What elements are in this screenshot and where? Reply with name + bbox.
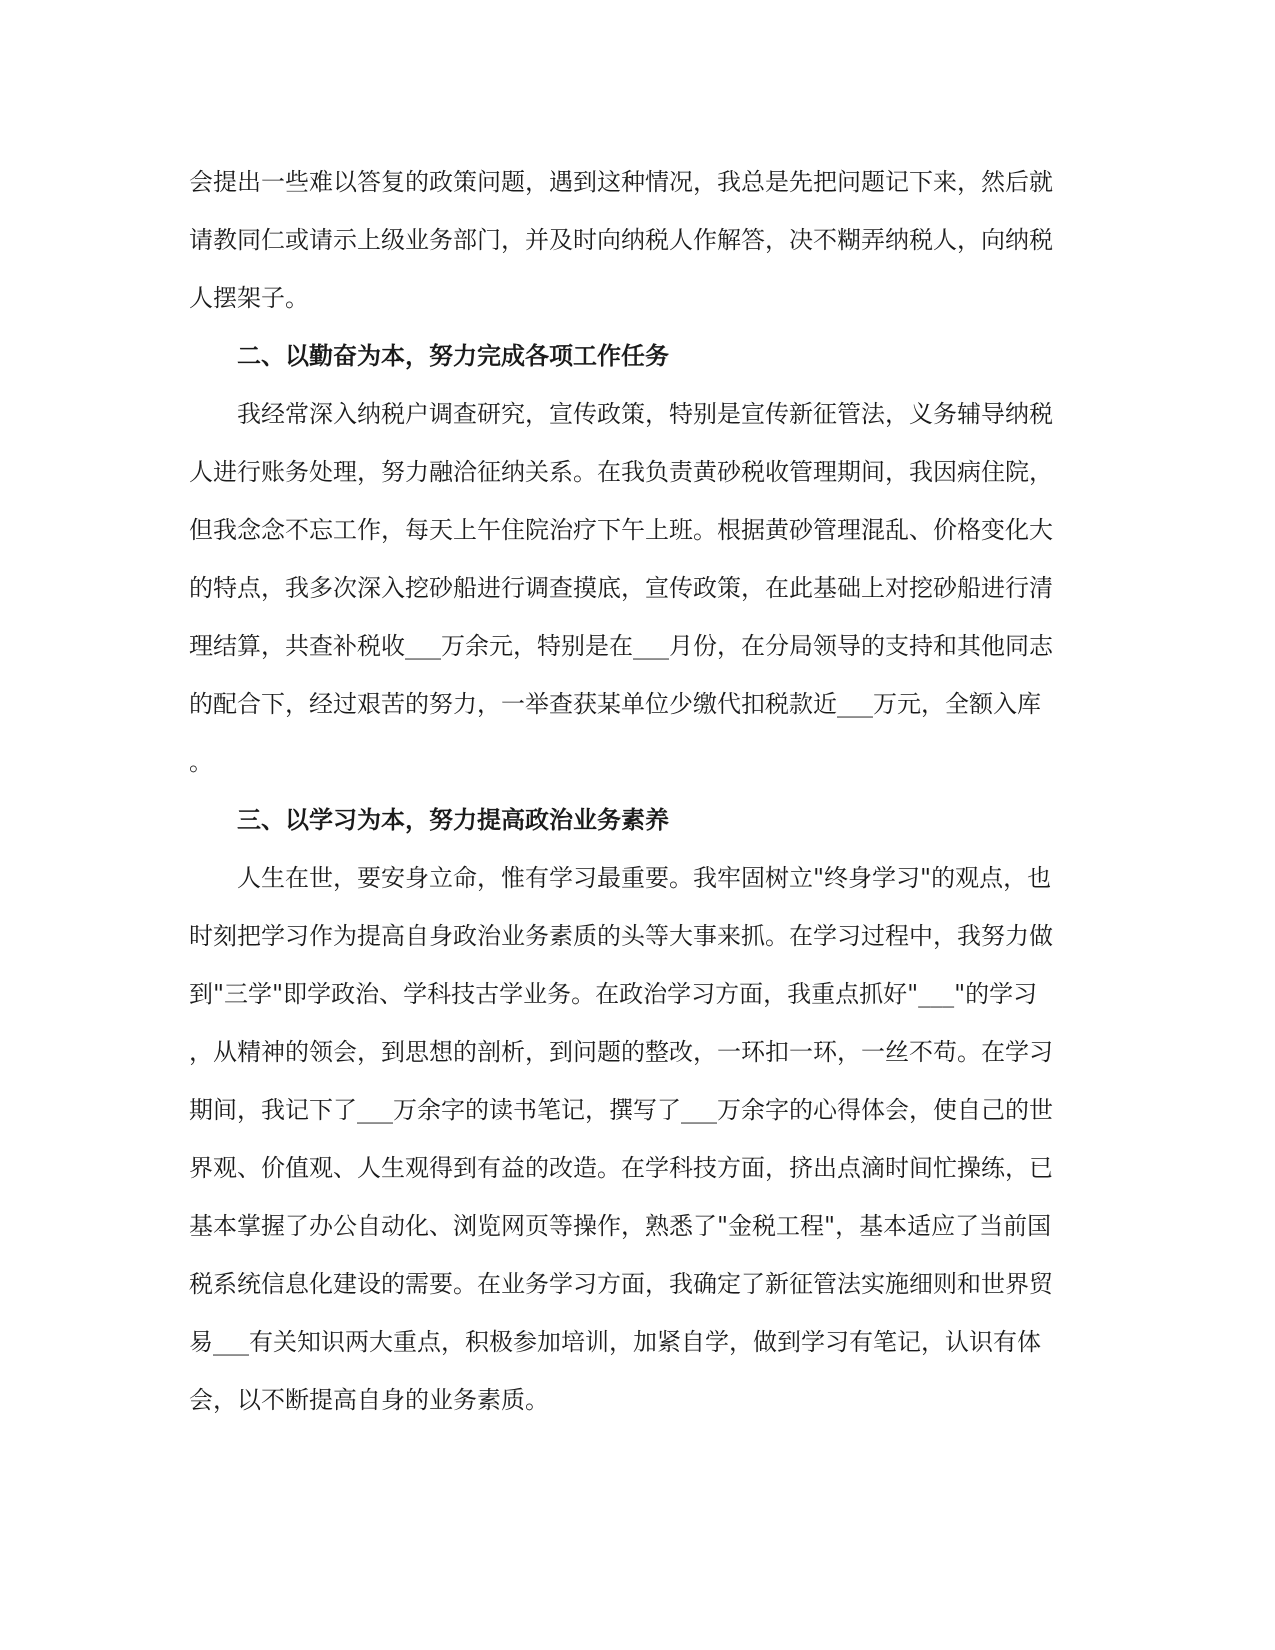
text-line: 期间，我记下了___万余字的读书笔记，撰写了___万余字的心得体会，使自己的世 <box>189 1096 1053 1124</box>
text-line: 但我念念不忘工作，每天上午住院治疗下午上班。根据黄砂管理混乱、价格变化大 <box>189 516 1053 544</box>
text-line: 基本掌握了办公自动化、浏览网页等操作，熟悉了"金税工程"，基本适应了当前国 <box>189 1212 1052 1240</box>
text-line: 人摆架子。 <box>189 284 309 312</box>
text-line: 时刻把学习作为提高自身政治业务素质的头等大事来抓。在学习过程中，我努力做 <box>189 922 1053 950</box>
text-line: 人进行账务处理，努力融洽征纳关系。在我负责黄砂税收管理期间，我因病住院， <box>189 458 1053 486</box>
text-line: 会，以不断提高自身的业务素质。 <box>189 1386 549 1414</box>
text-line: 的配合下，经过艰苦的努力，一举查获某单位少缴代扣税款近___万元，全额入库 <box>189 690 1041 718</box>
text-line: 我经常深入纳税户调查研究，宣传政策，特别是宣传新征管法，义务辅导纳税 <box>237 400 1053 428</box>
text-line: 到"三学"即学政治、学科技古学业务。在政治学习方面，我重点抓好"___"的学习 <box>189 980 1038 1008</box>
text-line: 人生在世，要安身立命，惟有学习最重要。我牢固树立"终身学习"的观点，也 <box>237 864 1052 892</box>
text-line: 界观、价值观、人生观得到有益的改造。在学科技方面，挤出点滴时间忙操练，已 <box>189 1154 1053 1182</box>
text-line: ，从精神的领会，到思想的剖析，到问题的整改，一环扣一环，一丝不苟。在学习 <box>189 1038 1053 1066</box>
section-heading-2: 二、以勤奋为本，努力完成各项工作任务 <box>237 341 669 370</box>
text-line: 的特点，我多次深入挖砂船进行调查摸底，宣传政策，在此基础上对挖砂船进行清 <box>189 574 1053 602</box>
text-line: 税系统信息化建设的需要。在业务学习方面，我确定了新征管法实施细则和世界贸 <box>189 1270 1053 1298</box>
text-line: 。 <box>189 748 213 776</box>
text-line: 易___有关知识两大重点，积极参加培训，加紧自学，做到学习有笔记，认识有体 <box>189 1328 1041 1356</box>
text-line: 会提出一些难以答复的政策问题，遇到这种情况，我总是先把问题记下来，然后就 <box>189 168 1053 196</box>
section-heading-3: 三、以学习为本，努力提高政治业务素养 <box>237 805 669 834</box>
text-line: 理结算，共查补税收___万余元，特别是在___月份，在分局领导的支持和其他同志 <box>189 632 1053 660</box>
text-line: 请教同仁或请示上级业务部门，并及时向纳税人作解答，决不糊弄纳税人，向纳税 <box>189 226 1053 254</box>
